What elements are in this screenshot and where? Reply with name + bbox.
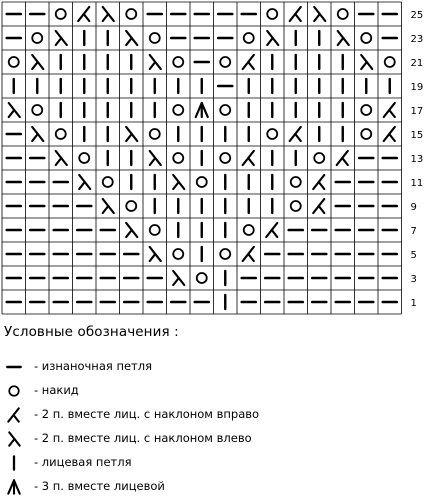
row-number-label: 3 [410,274,417,285]
k2tog-left-lean-icon [126,223,137,237]
yarn-over-icon [9,57,19,67]
k2tog-right-lean-icon [313,199,324,213]
yarn-over-icon [361,129,371,139]
k2tog-left-lean-icon [361,55,372,69]
k2tog-right-lean-icon [243,151,254,165]
yarn-over-icon [32,105,42,115]
k2tog-right-lean-icon [384,103,395,117]
chart-row [7,295,397,309]
yarn-over-icon [197,273,207,283]
k2tog-left-lean-icon [103,7,114,21]
yarn-over-icon [291,201,301,211]
knit-bar-icon [2,452,26,474]
k2tog-left-lean-icon [2,428,26,450]
yarn-over-icon [267,9,277,19]
yarn-over-icon [150,33,160,43]
k2tog-left-lean-icon [150,151,161,165]
yarn-over-icon [220,153,230,163]
k2tog-left-lean-icon [79,175,90,189]
k2tog-left-lean-icon [32,127,43,141]
chart-row [7,151,397,165]
legend-item-k2tog-right [0,404,432,426]
k2tog-right-lean-icon [384,127,395,141]
k3tog-icon [196,103,208,117]
yarn-over-icon [150,225,160,235]
chart-row [9,55,395,69]
row-number-label: 19 [410,82,424,93]
yarn-over-icon [314,153,324,163]
row-number-label: 17 [410,106,424,117]
legend-item-k2tog-left [0,428,432,450]
k2tog-right-lean-icon [243,55,254,69]
k2tog-left-lean-icon [267,31,278,45]
k2tog-left-lean-icon [103,199,114,213]
yarn-over-icon [150,129,160,139]
k2tog-right-lean-icon [78,7,89,21]
k2tog-right-lean-icon [2,404,26,426]
yarn-over-icon [244,225,254,235]
k2tog-right-lean-icon [243,247,254,261]
chart-row [7,31,397,45]
chart-row [7,247,397,261]
k2tog-left-lean-icon [338,31,349,45]
legend-item-yarn-over [0,380,432,402]
k2tog-left-lean-icon [9,103,20,117]
yarn-over-icon [126,9,136,19]
yarn-over-icon [197,177,207,187]
yarn-over-icon [126,201,136,211]
legend-label-k3tog: - 3 п. вместе лицевой [34,479,165,493]
chart-row [7,223,397,237]
k2tog-left-lean-icon [126,31,137,45]
row-number-label: 15 [410,130,424,141]
yarn-over-icon [56,9,66,19]
yarn-over-icon [244,33,254,43]
k2tog-left-lean-icon [32,55,43,69]
row-number-label: 21 [410,58,424,69]
chart-row [9,103,395,117]
row-number-label: 5 [410,250,417,261]
yarn-over-icon [173,153,183,163]
yarn-over-icon [385,57,395,67]
yarn-over-icon [173,249,183,259]
yarn-over-icon [291,177,301,187]
k2tog-left-lean-icon [56,151,67,165]
k2tog-left-lean-icon [173,271,184,285]
k2tog-left-lean-icon [150,55,161,69]
purl-dash-icon [2,356,26,378]
yarn-over-icon [79,153,89,163]
legend-label-purl: - изнаночная петля [34,359,153,373]
yarn-over-icon [361,33,371,43]
legend-title: Условные обозначения : [4,324,179,340]
yarn-over-icon [220,57,230,67]
yarn-over-icon [173,57,183,67]
yarn-over-icon [338,9,348,19]
legend-label-k2tog-right: - 2 п. вместе лиц. с наклоном вправо [34,407,260,421]
legend-label-yarn-over: - накид [34,383,79,397]
yarn-over-icon [173,105,183,115]
row-number-label: 25 [410,10,424,21]
row-number-label: 13 [410,154,424,165]
k2tog-left-lean-icon [150,247,161,261]
yarn-over-icon [2,380,26,402]
k2tog-left-lean-icon [126,127,137,141]
k2tog-right-lean-icon [337,151,348,165]
chart-row [7,7,397,21]
row-number-label: 11 [410,178,424,189]
yarn-over-icon [103,177,113,187]
row-number-label: 23 [410,34,424,45]
legend-label-k2tog-left: - 2 п. вместе лиц. с наклоном влево [34,431,252,445]
legend-item-purl [0,356,432,378]
yarn-over-icon [220,105,230,115]
k2tog-left-lean-icon [173,175,184,189]
k2tog-left-lean-icon [56,31,67,45]
yarn-over-icon [361,105,371,115]
legend-item-knit [0,452,432,474]
row-number-label: 1 [410,298,417,309]
legend-label-knit: - лицевая петля [34,455,132,469]
k2tog-right-lean-icon [290,7,301,21]
k2tog-right-lean-icon [313,175,324,189]
k2tog-right-lean-icon [290,127,301,141]
chart-row [14,79,390,93]
k2tog-left-lean-icon [314,7,325,21]
k2tog-right-lean-icon [266,223,277,237]
yarn-over-icon [32,33,42,43]
chart-row [7,199,397,213]
yarn-over-icon [220,249,230,259]
yarn-over-icon [56,129,66,139]
row-number-label: 7 [410,226,417,237]
chart-row [7,175,397,189]
row-number-label: 9 [410,202,417,213]
legend-item-k3tog [0,476,432,498]
k3tog-icon [2,476,26,498]
chart-row [7,271,397,285]
yarn-over-icon [267,129,277,139]
chart-row [7,127,395,141]
